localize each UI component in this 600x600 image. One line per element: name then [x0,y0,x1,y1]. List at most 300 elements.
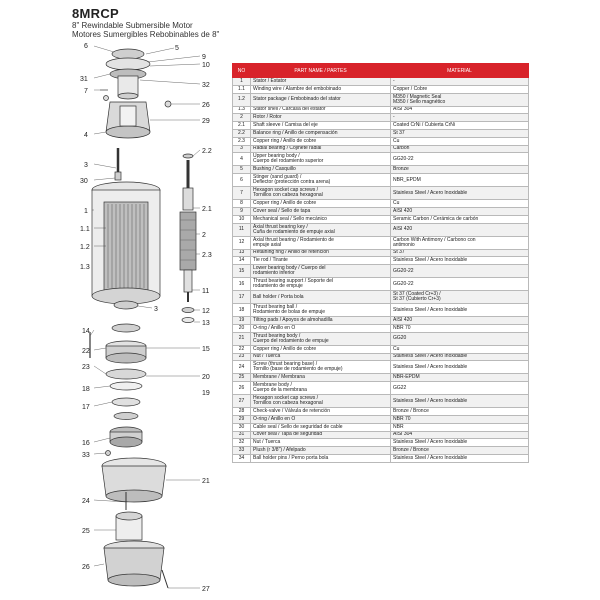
table-row [233,447,529,455]
table-row [233,153,529,166]
part-name-line: Upper bearing body / [253,153,300,160]
table-row [233,415,529,423]
callout-2-2: 2.2 [202,148,212,155]
row-number: 2.1 [233,122,251,130]
part-name-line: Shaft sleeve / Camisa del eje [253,122,318,129]
part-name-line: Tilting pads / Apoyos de almohadilla [253,317,333,324]
row-part-name [251,317,391,325]
row-part-name [251,93,391,106]
material-line: M350 / Sello magnético [393,98,446,105]
table-row [233,291,529,304]
row-material [391,106,529,114]
table-row [233,408,529,416]
row-material [391,215,529,223]
material-line: NBR-EPDM [393,374,420,381]
part-name-line: Hexagon socket cap screws / [253,395,319,402]
part-name-line: Stinger (sand guard) / [253,174,302,181]
row-number: 18 [233,304,251,317]
callout-19: 19 [202,390,210,397]
row-material [391,324,529,332]
callout-1-1: 1.1 [80,226,90,233]
callout-23: 23 [82,364,90,371]
table-row [233,166,529,174]
header-material: MATERIAL [391,64,529,78]
row-number: 1.2 [233,93,251,106]
row-part-name [251,200,391,208]
part-name-line: Cable seal / Sello de seguridad de cable [253,423,343,430]
material-line: Coated CrNi / Cubierta CrNi [393,122,455,129]
row-material [391,153,529,166]
part-name-line: Copper ring / Anillo de cobre [253,137,317,144]
table-row [233,207,529,215]
table-row [233,223,529,236]
row-part-name [251,187,391,200]
row-material [391,408,529,416]
row-part-name [251,423,391,431]
callout-6: 6 [84,43,88,50]
material-line: antimonio [393,241,415,248]
table-row [233,85,529,93]
material-line: GG20-22 [393,280,414,287]
material-line: GG20-22 [393,267,414,274]
part-name-line: Thrust bearing body / [253,332,301,339]
callout-3-lower: 3 [154,306,158,313]
part-name-line: Membrane / Membrana [253,374,305,381]
material-line: St 37 [393,249,405,256]
table-row [233,382,529,395]
table-row [233,454,529,462]
part-name-line: Axial thrust bearing key / [253,223,308,230]
table-row [233,345,529,353]
table-row [233,317,529,325]
subtitle-spanish: Motores Sumergibles Rebobinables de 8" [72,30,220,39]
row-part-name [251,215,391,223]
row-part-name [251,265,391,278]
material-line: Cu [393,200,400,207]
callout-7: 7 [84,88,88,95]
table-row [233,257,529,265]
material-line: Copper / Cobre [393,85,428,92]
material-line: Stainless Steel / Acero Inoxidable [393,363,468,370]
row-number: 2.3 [233,137,251,145]
material-line: NBR_EPDM [393,176,421,183]
table-row [233,395,529,408]
material-line: GG20 [393,335,407,342]
part-name-line: Tornillos con cabeza hexagonal [253,192,323,199]
header-part-name: PART NAME / PARTES [251,64,391,78]
row-part-name [251,114,391,122]
row-number: 24 [233,361,251,374]
row-part-name [251,249,391,257]
callout-26-top: 26 [202,102,210,109]
row-part-name [251,145,391,153]
material-line: Bronze / Bronce [393,447,429,454]
table-row [233,145,529,153]
row-material [391,353,529,361]
callout-10: 10 [202,62,210,69]
material-line: Bronze [393,166,409,173]
row-part-name [251,207,391,215]
part-name-line: Nut / Tuerca [253,439,281,446]
material-line: Carbon With Antimony / Carbono con [393,236,476,243]
part-name-line: O-ring / Anillo en O [253,415,296,422]
part-name-line: Radial bearing / Cojinete radial [253,145,322,152]
row-part-name [251,78,391,86]
row-material [391,317,529,325]
row-number: 6 [233,174,251,187]
row-number: 19 [233,317,251,325]
callout-14: 14 [82,328,90,335]
material-line: - [393,77,395,84]
material-line: Seramic Carbon / Cerámica de carbón [393,215,479,222]
material-line: GG22 [393,384,407,391]
callout-1-2: 1.2 [80,244,90,251]
table-row [233,439,529,447]
callout-31: 31 [80,76,88,83]
row-material [391,207,529,215]
row-number: 8 [233,200,251,208]
row-material [391,78,529,86]
callout-3-top: 3 [84,162,88,169]
row-material [391,137,529,145]
part-name-line: rodamiento de empuje [253,283,303,290]
row-number: 15 [233,265,251,278]
part-name-line: Stator package / Embobinado del stator [253,96,341,103]
part-name-line: Lower bearing body / Cuerpo del [253,265,326,272]
material-line: Bronze / Bronce [393,408,429,415]
row-part-name [251,166,391,174]
row-number: 1.1 [233,85,251,93]
row-material [391,129,529,137]
row-number: 1 [233,78,251,86]
row-material [391,439,529,447]
row-number: 32 [233,439,251,447]
callout-29: 29 [202,118,210,125]
row-material [391,200,529,208]
part-name-line: Cuerpo del rodamiento de empuje [253,337,329,344]
row-part-name [251,304,391,317]
part-name-line: Cover seal / Tapa de seguridad [253,431,323,438]
parts-table [232,63,529,463]
part-name-line: Hexagon socket cap screws / [253,187,319,194]
row-part-name [251,129,391,137]
row-material [391,114,529,122]
row-number: 34 [233,454,251,462]
row-number: 2.2 [233,129,251,137]
part-name-line: Tie rod / Tirante [253,257,288,264]
part-name-line: Copper ring / Anillo de cobre [253,200,317,207]
material-line: Stainless Steel / Acero Inoxidable [393,454,468,461]
part-name-line: O-ring / Anillo en O [253,324,296,331]
row-number: 7 [233,187,251,200]
part-name-line: Membrane body / [253,382,292,389]
row-part-name [251,415,391,423]
table-row [233,304,529,317]
part-name-line: Nut / Tuerca [253,353,281,360]
row-material [391,447,529,455]
part-name-line: Tornillos con cabeza hexagonal [253,400,323,407]
material-line: AISI 420 [393,226,413,233]
row-part-name [251,106,391,114]
row-number: 23 [233,353,251,361]
row-part-name [251,291,391,304]
exploded-motor-diagram [70,40,230,596]
callout-13: 13 [202,320,210,327]
callout-5: 5 [175,45,179,52]
row-part-name [251,332,391,345]
row-material [391,304,529,317]
callout-18: 18 [82,386,90,393]
table-row [233,114,529,122]
material-line: Carbon [393,145,410,152]
material-line: AISI 420 [393,207,413,214]
part-name-line: Cover seal / Sello de tapa [253,207,311,214]
callout-1: 1 [84,208,88,215]
material-line: GG20-22 [393,155,414,162]
table-row [233,174,529,187]
row-material [391,454,529,462]
part-name-line: Copper ring / Anillo de cobre [253,345,317,352]
part-name-line: Balance ring / Anillo de compensación [253,129,338,136]
callout-9: 9 [202,54,206,61]
row-material [391,382,529,395]
part-name-line: empuje axial [253,241,282,248]
table-row [233,187,529,200]
material-line: Stainless Steel / Acero Inoxidable [393,397,468,404]
row-number: 25 [233,374,251,382]
row-part-name [251,447,391,455]
row-material [391,174,529,187]
callout-4: 4 [84,132,88,139]
table-row [233,324,529,332]
callout-16: 16 [82,440,90,447]
row-number: 5 [233,166,251,174]
row-number: 16 [233,278,251,291]
row-number: 26 [233,382,251,395]
part-name-line: Stator / Estator [253,77,287,84]
row-part-name [251,223,391,236]
part-name-line: Axial thrust bearing / Rodamiento de [253,236,334,243]
material-line: St 37 (Cubierto Cr+3) [393,296,441,303]
parts-table-body [233,78,529,463]
table-row [233,200,529,208]
table-row [233,78,529,86]
row-material [391,374,529,382]
table-row [233,423,529,431]
callout-22: 22 [82,348,90,355]
part-name-line: Stator shell / Carcasa del estator [253,106,326,113]
material-line: Stainless Steel / Acero Inoxidable [393,306,468,313]
row-part-name [251,345,391,353]
row-material [391,291,529,304]
material-line: St 37 [393,129,405,136]
row-material [391,265,529,278]
callout-2-3: 2.3 [202,252,212,259]
part-name-line: Thrust bearing support / Soporte del [253,278,334,285]
row-material [391,249,529,257]
callout-20: 20 [202,374,210,381]
part-name-line: Retaining ring / Anillo de retención [253,249,329,256]
thrust-bearing-stack [90,324,146,456]
row-part-name [251,153,391,166]
row-material [391,93,529,106]
row-material [391,187,529,200]
row-material [391,431,529,439]
row-number: 11 [233,223,251,236]
callout-21: 21 [202,478,210,485]
row-part-name [251,382,391,395]
top-cap-assembly [100,49,171,138]
membrane-body [102,458,168,588]
row-material [391,223,529,236]
row-number: 4 [233,153,251,166]
row-part-name [251,454,391,462]
part-name-line: Deflector (protección contra arena) [253,179,331,186]
row-material [391,166,529,174]
cable [115,148,121,180]
table-row [233,122,529,130]
row-material [391,345,529,353]
row-part-name [251,395,391,408]
material-line: Stainless Steel / Acero Inoxidable [393,189,468,196]
row-material [391,415,529,423]
row-number: 14 [233,257,251,265]
row-part-name [251,439,391,447]
callout-30: 30 [80,178,88,185]
document-header [72,6,219,39]
callout-11: 11 [202,288,210,295]
callout-24: 24 [82,498,90,505]
material-line: AISI 420 [393,317,413,324]
material-line: NBR 70 [393,324,411,331]
row-number: 33 [233,447,251,455]
row-part-name [251,236,391,249]
row-number: 20 [233,324,251,332]
row-material [391,395,529,408]
material-line: Stainless Steel / Acero Inoxidable [393,257,468,264]
table-row [233,236,529,249]
row-part-name [251,278,391,291]
row-number: 29 [233,415,251,423]
material-line: Stainless Steel / Acero Inoxidable [393,439,468,446]
callout-2-1: 2.1 [202,206,212,213]
row-number: 10 [233,215,251,223]
row-number: 21 [233,332,251,345]
header-no: NO [233,64,251,78]
material-line: Stainless Steel / Acero Inoxidable [393,353,468,360]
row-part-name [251,374,391,382]
part-name-line: Mechanical seal / Sello mecánico [253,215,327,222]
row-material [391,236,529,249]
row-number: 31 [233,431,251,439]
table-row [233,137,529,145]
table-row [233,431,529,439]
document-title: 8MRCP [72,6,120,21]
material-line: NBR [393,423,404,430]
table-row [233,361,529,374]
table-row [233,106,529,114]
part-name-line: Ball holder / Porta bola [253,293,304,300]
callout-12: 12 [202,308,210,315]
part-name-line: Rodamiento de bolas de empuje [253,309,325,316]
row-part-name [251,361,391,374]
table-row [233,374,529,382]
row-number: 13 [233,249,251,257]
part-name-line: Winding wire / Alambre del embobinado [253,85,342,92]
row-number: 28 [233,408,251,416]
part-name-line: Plush (r 3/8") / Afelpado [253,447,306,454]
callout-33: 33 [82,452,90,459]
row-number: 1.3 [233,106,251,114]
callout-17: 17 [82,404,90,411]
row-number: 17 [233,291,251,304]
callout-15: 15 [202,346,210,353]
row-part-name [251,431,391,439]
row-number: 22 [233,345,251,353]
row-part-name [251,408,391,416]
row-material [391,423,529,431]
row-material [391,122,529,130]
part-name-line: Screw (thrust bearing base) / [253,361,318,368]
row-part-name [251,122,391,130]
part-name-line: Rotor / Rotor [253,114,282,121]
row-material [391,85,529,93]
row-material [391,145,529,153]
table-row [233,129,529,137]
row-number: 12 [233,236,251,249]
row-part-name [251,85,391,93]
row-part-name [251,353,391,361]
part-name-line: Cuña de rodamiento de empuje axial [253,228,335,235]
parts-table-header [233,64,529,78]
row-part-name [251,257,391,265]
row-part-name [251,324,391,332]
table-row [233,265,529,278]
row-number: 3 [233,145,251,153]
part-name-line: rodamiento inferior [253,270,295,277]
table-row [233,93,529,106]
material-line: Cu [393,137,400,144]
callout-2: 2 [202,232,206,239]
material-line: - [393,114,395,121]
material-line: AISI 304 [393,106,413,113]
row-material [391,278,529,291]
material-line: AISI 304 [393,431,413,438]
material-line: NBR 70 [393,415,411,422]
part-name-line: Check-valve / Válvula de retención [253,408,330,415]
subtitle-english: 8" Rewindable Submersible Motor [72,21,193,30]
row-part-name [251,137,391,145]
table-row [233,249,529,257]
row-material [391,257,529,265]
part-name-line: Cuerpo del rodamiento superior [253,158,324,165]
row-number: 27 [233,395,251,408]
table-row [233,332,529,345]
part-name-line: Thrust bearing ball / [253,304,298,311]
stator-illustration [92,182,160,309]
table-row [233,353,529,361]
row-number: 2 [233,114,251,122]
part-name-line: Ball holder pins / Perno porta bola [253,454,329,461]
row-part-name [251,174,391,187]
row-number: 9 [233,207,251,215]
row-material [391,361,529,374]
rotor-illustration [180,154,196,323]
callout-25: 25 [82,528,90,535]
callout-1-3: 1.3 [80,264,90,271]
part-name-line: Tornillo (base de rodamiento de empuje) [253,366,343,373]
material-line: St 37 (Coated Cr+3) / [393,291,441,298]
